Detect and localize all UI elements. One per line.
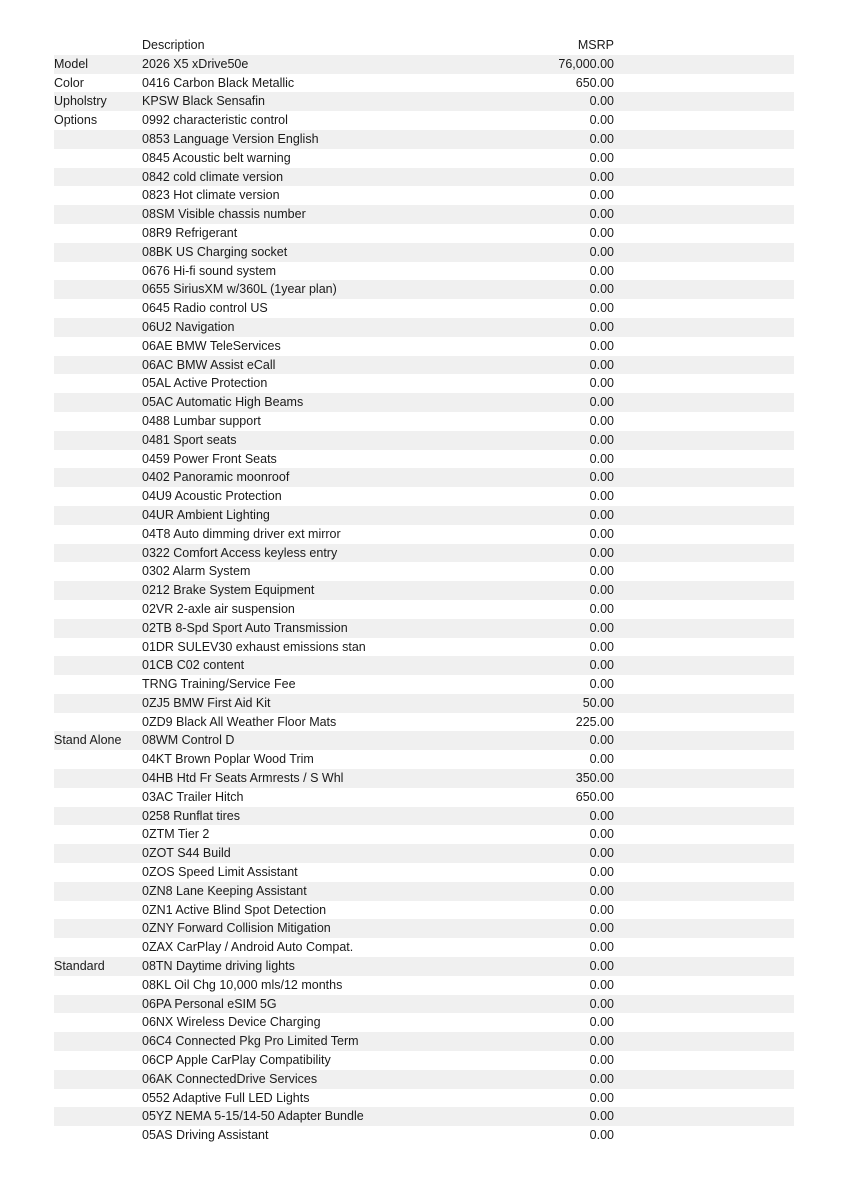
row-msrp: 0.00 xyxy=(494,186,614,205)
row-description: 0ZN8 Lane Keeping Assistant xyxy=(142,882,494,901)
row-category xyxy=(54,675,142,694)
table-row xyxy=(54,262,794,281)
table-row xyxy=(54,976,794,995)
row-spacer xyxy=(614,74,794,93)
row-msrp: 0.00 xyxy=(494,600,614,619)
table-row xyxy=(54,938,794,957)
row-msrp: 0.00 xyxy=(494,638,614,657)
table-header-row xyxy=(54,36,794,55)
table-row xyxy=(54,656,794,675)
row-category xyxy=(54,788,142,807)
row-category xyxy=(54,1013,142,1032)
row-category xyxy=(54,280,142,299)
table-row xyxy=(54,581,794,600)
row-msrp: 0.00 xyxy=(494,111,614,130)
row-msrp: 0.00 xyxy=(494,168,614,187)
row-spacer xyxy=(614,168,794,187)
row-category xyxy=(54,468,142,487)
row-msrp: 0.00 xyxy=(494,1107,614,1126)
row-msrp: 0.00 xyxy=(494,863,614,882)
row-spacer xyxy=(614,656,794,675)
row-msrp: 0.00 xyxy=(494,487,614,506)
row-description: 04HB Htd Fr Seats Armrests / S Whl xyxy=(142,769,494,788)
row-category: Upholstry xyxy=(54,92,142,111)
row-description: 06CP Apple CarPlay Compatibility xyxy=(142,1051,494,1070)
row-category xyxy=(54,412,142,431)
row-description: 01CB C02 content xyxy=(142,656,494,675)
row-msrp: 0.00 xyxy=(494,374,614,393)
row-spacer xyxy=(614,111,794,130)
table-row xyxy=(54,1070,794,1089)
row-description: 0ZOS Speed Limit Assistant xyxy=(142,863,494,882)
row-msrp: 0.00 xyxy=(494,976,614,995)
column-header-msrp: MSRP xyxy=(577,38,614,52)
row-description: 0416 Carbon Black Metallic xyxy=(142,74,494,93)
row-description: 08R9 Refrigerant xyxy=(142,224,494,243)
row-category xyxy=(54,638,142,657)
table-row xyxy=(54,731,794,750)
table-row xyxy=(54,957,794,976)
row-category xyxy=(54,431,142,450)
table-row xyxy=(54,318,794,337)
table-row xyxy=(54,600,794,619)
row-category xyxy=(54,1107,142,1126)
table-row xyxy=(54,544,794,563)
row-msrp: 0.00 xyxy=(494,919,614,938)
row-spacer xyxy=(614,318,794,337)
row-description: 0552 Adaptive Full LED Lights xyxy=(142,1089,494,1108)
row-category: Options xyxy=(54,111,142,130)
row-description: 0992 characteristic control xyxy=(142,111,494,130)
row-spacer xyxy=(614,1070,794,1089)
row-description: 08WM Control D xyxy=(142,731,494,750)
row-category xyxy=(54,356,142,375)
row-msrp: 0.00 xyxy=(494,205,614,224)
row-spacer xyxy=(614,938,794,957)
table-row xyxy=(54,450,794,469)
row-description: 08SM Visible chassis number xyxy=(142,205,494,224)
row-category xyxy=(54,825,142,844)
table-row xyxy=(54,243,794,262)
table-row xyxy=(54,337,794,356)
row-category xyxy=(54,919,142,938)
row-description: 06U2 Navigation xyxy=(142,318,494,337)
row-category xyxy=(54,656,142,675)
table-row xyxy=(54,1126,794,1145)
row-spacer xyxy=(614,844,794,863)
row-category: Color xyxy=(54,74,142,93)
table-row xyxy=(54,468,794,487)
row-description: 0645 Radio control US xyxy=(142,299,494,318)
row-msrp: 0.00 xyxy=(494,581,614,600)
table-row xyxy=(54,487,794,506)
row-spacer xyxy=(614,525,794,544)
table-row xyxy=(54,825,794,844)
row-spacer xyxy=(614,562,794,581)
row-spacer xyxy=(614,995,794,1014)
row-msrp: 0.00 xyxy=(494,562,614,581)
row-spacer xyxy=(614,544,794,563)
row-spacer xyxy=(614,130,794,149)
row-description: 03AC Trailer Hitch xyxy=(142,788,494,807)
row-spacer xyxy=(614,280,794,299)
row-msrp: 0.00 xyxy=(494,149,614,168)
row-spacer xyxy=(614,92,794,111)
row-description: 0481 Sport seats xyxy=(142,431,494,450)
row-spacer xyxy=(614,337,794,356)
table-row xyxy=(54,1107,794,1126)
row-msrp: 0.00 xyxy=(494,844,614,863)
row-description: 04U9 Acoustic Protection xyxy=(142,487,494,506)
row-msrp: 650.00 xyxy=(494,788,614,807)
row-msrp: 0.00 xyxy=(494,619,614,638)
table-row xyxy=(54,299,794,318)
table-row xyxy=(54,224,794,243)
row-msrp: 0.00 xyxy=(494,92,614,111)
row-msrp: 0.00 xyxy=(494,1013,614,1032)
row-description: TRNG Training/Service Fee xyxy=(142,675,494,694)
row-category xyxy=(54,713,142,732)
table-row xyxy=(54,1051,794,1070)
row-category xyxy=(54,769,142,788)
row-category xyxy=(54,393,142,412)
table-row xyxy=(54,92,794,111)
table-row xyxy=(54,1032,794,1051)
row-msrp: 0.00 xyxy=(494,318,614,337)
row-spacer xyxy=(614,55,794,74)
row-spacer xyxy=(614,825,794,844)
row-description: 05AS Driving Assistant xyxy=(142,1126,494,1145)
vehicle-spec-table xyxy=(54,36,794,1145)
table-row xyxy=(54,675,794,694)
row-spacer xyxy=(614,1032,794,1051)
table-row xyxy=(54,1013,794,1032)
row-description: 0488 Lumbar support xyxy=(142,412,494,431)
table-row xyxy=(54,562,794,581)
row-msrp: 0.00 xyxy=(494,656,614,675)
row-description: 06NX Wireless Device Charging xyxy=(142,1013,494,1032)
row-category xyxy=(54,337,142,356)
row-description: 02VR 2-axle air suspension xyxy=(142,600,494,619)
table-row xyxy=(54,168,794,187)
table-row xyxy=(54,74,794,93)
row-category xyxy=(54,581,142,600)
row-description: 0655 SiriusXM w/360L (1year plan) xyxy=(142,280,494,299)
row-spacer xyxy=(614,675,794,694)
row-msrp: 0.00 xyxy=(494,731,614,750)
row-description: 04KT Brown Poplar Wood Trim xyxy=(142,750,494,769)
table-row xyxy=(54,750,794,769)
row-spacer xyxy=(614,374,794,393)
table-row xyxy=(54,882,794,901)
row-description: 0ZAX CarPlay / Android Auto Compat. xyxy=(142,938,494,957)
row-msrp: 0.00 xyxy=(494,280,614,299)
row-category xyxy=(54,487,142,506)
table-row xyxy=(54,919,794,938)
row-msrp: 0.00 xyxy=(494,957,614,976)
row-description: 01DR SULEV30 exhaust emissions stan xyxy=(142,638,494,657)
row-msrp: 0.00 xyxy=(494,675,614,694)
row-msrp: 0.00 xyxy=(494,337,614,356)
row-spacer xyxy=(614,619,794,638)
row-category xyxy=(54,1070,142,1089)
table-row xyxy=(54,638,794,657)
table-row xyxy=(54,844,794,863)
row-msrp: 350.00 xyxy=(494,769,614,788)
row-spacer xyxy=(614,1051,794,1070)
row-description: 0842 cold climate version xyxy=(142,168,494,187)
table-row xyxy=(54,807,794,826)
row-description: 0212 Brake System Equipment xyxy=(142,581,494,600)
table-row xyxy=(54,506,794,525)
table-row xyxy=(54,280,794,299)
row-spacer xyxy=(614,788,794,807)
row-category xyxy=(54,525,142,544)
row-category xyxy=(54,318,142,337)
row-description: 05AL Active Protection xyxy=(142,374,494,393)
row-category xyxy=(54,562,142,581)
row-category xyxy=(54,1051,142,1070)
row-description: 06AC BMW Assist eCall xyxy=(142,356,494,375)
row-spacer xyxy=(614,205,794,224)
row-spacer xyxy=(614,393,794,412)
row-category xyxy=(54,807,142,826)
row-description: 02TB 8-Spd Sport Auto Transmission xyxy=(142,619,494,638)
row-description: 0853 Language Version English xyxy=(142,130,494,149)
row-description: 0302 Alarm System xyxy=(142,562,494,581)
row-category xyxy=(54,882,142,901)
table-row xyxy=(54,111,794,130)
row-msrp: 0.00 xyxy=(494,882,614,901)
row-category xyxy=(54,1089,142,1108)
table-row xyxy=(54,619,794,638)
row-msrp: 0.00 xyxy=(494,807,614,826)
row-category xyxy=(54,694,142,713)
row-description: 0ZTM Tier 2 xyxy=(142,825,494,844)
row-msrp: 0.00 xyxy=(494,450,614,469)
row-description: 0ZOT S44 Build xyxy=(142,844,494,863)
row-msrp: 0.00 xyxy=(494,1089,614,1108)
row-description: 0ZJ5 BMW First Aid Kit xyxy=(142,694,494,713)
row-category xyxy=(54,1032,142,1051)
table-body xyxy=(54,55,794,1145)
row-description: 0258 Runflat tires xyxy=(142,807,494,826)
row-spacer xyxy=(614,638,794,657)
table-row xyxy=(54,863,794,882)
row-category xyxy=(54,619,142,638)
row-description: KPSW Black Sensafin xyxy=(142,92,494,111)
table-row xyxy=(54,130,794,149)
row-spacer xyxy=(614,976,794,995)
row-description: 05YZ NEMA 5-15/14-50 Adapter Bundle xyxy=(142,1107,494,1126)
row-spacer xyxy=(614,262,794,281)
row-description: 0823 Hot climate version xyxy=(142,186,494,205)
column-header-category xyxy=(54,36,142,55)
row-msrp: 0.00 xyxy=(494,393,614,412)
row-spacer xyxy=(614,600,794,619)
row-description: 06AK ConnectedDrive Services xyxy=(142,1070,494,1089)
row-spacer xyxy=(614,713,794,732)
row-msrp: 0.00 xyxy=(494,1126,614,1145)
row-msrp: 0.00 xyxy=(494,468,614,487)
row-category xyxy=(54,1126,142,1145)
row-description: 05AC Automatic High Beams xyxy=(142,393,494,412)
row-msrp: 50.00 xyxy=(494,694,614,713)
row-description: 08KL Oil Chg 10,000 mls/12 months xyxy=(142,976,494,995)
row-spacer xyxy=(614,224,794,243)
row-msrp: 0.00 xyxy=(494,1051,614,1070)
row-spacer xyxy=(614,186,794,205)
row-category: Stand Alone xyxy=(54,731,142,750)
row-spacer xyxy=(614,750,794,769)
row-category xyxy=(54,863,142,882)
row-spacer xyxy=(614,412,794,431)
row-description: 0ZD9 Black All Weather Floor Mats xyxy=(142,713,494,732)
row-spacer xyxy=(614,431,794,450)
row-msrp: 0.00 xyxy=(494,938,614,957)
row-spacer xyxy=(614,1013,794,1032)
row-spacer xyxy=(614,468,794,487)
row-msrp: 0.00 xyxy=(494,243,614,262)
row-spacer xyxy=(614,807,794,826)
row-category xyxy=(54,976,142,995)
table-row xyxy=(54,393,794,412)
row-spacer xyxy=(614,299,794,318)
row-msrp: 76,000.00 xyxy=(494,55,614,74)
row-category xyxy=(54,243,142,262)
row-spacer xyxy=(614,919,794,938)
row-spacer xyxy=(614,487,794,506)
row-category: Model xyxy=(54,55,142,74)
row-msrp: 0.00 xyxy=(494,1070,614,1089)
row-description: 04UR Ambient Lighting xyxy=(142,506,494,525)
table-row xyxy=(54,901,794,920)
row-category xyxy=(54,149,142,168)
row-category xyxy=(54,224,142,243)
row-category xyxy=(54,374,142,393)
row-description: 06AE BMW TeleServices xyxy=(142,337,494,356)
row-category xyxy=(54,844,142,863)
row-msrp: 0.00 xyxy=(494,262,614,281)
row-spacer xyxy=(614,863,794,882)
table-row xyxy=(54,412,794,431)
row-description: 08BK US Charging socket xyxy=(142,243,494,262)
row-category xyxy=(54,938,142,957)
table-row xyxy=(54,525,794,544)
column-header-description: Description xyxy=(142,38,205,52)
row-msrp: 0.00 xyxy=(494,412,614,431)
row-category: Standard xyxy=(54,957,142,976)
row-category xyxy=(54,995,142,1014)
row-msrp: 0.00 xyxy=(494,356,614,375)
column-header-spacer xyxy=(614,36,794,55)
row-msrp: 650.00 xyxy=(494,74,614,93)
row-description: 08TN Daytime driving lights xyxy=(142,957,494,976)
row-spacer xyxy=(614,1126,794,1145)
row-msrp: 0.00 xyxy=(494,825,614,844)
table-row xyxy=(54,149,794,168)
table-row xyxy=(54,769,794,788)
table-row xyxy=(54,374,794,393)
row-msrp: 0.00 xyxy=(494,506,614,525)
row-msrp: 0.00 xyxy=(494,1032,614,1051)
row-msrp: 0.00 xyxy=(494,525,614,544)
row-msrp: 225.00 xyxy=(494,713,614,732)
table-row xyxy=(54,1089,794,1108)
row-msrp: 0.00 xyxy=(494,431,614,450)
row-msrp: 0.00 xyxy=(494,995,614,1014)
row-spacer xyxy=(614,731,794,750)
row-description: 0845 Acoustic belt warning xyxy=(142,149,494,168)
row-category xyxy=(54,262,142,281)
table-row xyxy=(54,713,794,732)
row-category xyxy=(54,450,142,469)
table-row xyxy=(54,55,794,74)
table-row xyxy=(54,431,794,450)
table-row xyxy=(54,186,794,205)
row-category xyxy=(54,901,142,920)
row-category xyxy=(54,168,142,187)
table-row xyxy=(54,205,794,224)
row-spacer xyxy=(614,581,794,600)
row-spacer xyxy=(614,506,794,525)
row-category xyxy=(54,205,142,224)
row-spacer xyxy=(614,243,794,262)
row-category xyxy=(54,544,142,563)
row-msrp: 0.00 xyxy=(494,299,614,318)
row-category xyxy=(54,186,142,205)
row-category xyxy=(54,130,142,149)
table-header xyxy=(54,36,794,55)
row-description: 0402 Panoramic moonroof xyxy=(142,468,494,487)
row-spacer xyxy=(614,450,794,469)
row-spacer xyxy=(614,1107,794,1126)
row-spacer xyxy=(614,901,794,920)
table-row xyxy=(54,995,794,1014)
row-spacer xyxy=(614,356,794,375)
row-msrp: 0.00 xyxy=(494,130,614,149)
row-description: 06C4 Connected Pkg Pro Limited Term xyxy=(142,1032,494,1051)
row-msrp: 0.00 xyxy=(494,901,614,920)
table-row xyxy=(54,356,794,375)
row-msrp: 0.00 xyxy=(494,224,614,243)
row-description: 0459 Power Front Seats xyxy=(142,450,494,469)
row-spacer xyxy=(614,149,794,168)
row-category xyxy=(54,299,142,318)
row-spacer xyxy=(614,694,794,713)
row-spacer xyxy=(614,957,794,976)
row-description: 0322 Comfort Access keyless entry xyxy=(142,544,494,563)
row-description: 0676 Hi-fi sound system xyxy=(142,262,494,281)
row-description: 06PA Personal eSIM 5G xyxy=(142,995,494,1014)
row-description: 0ZN1 Active Blind Spot Detection xyxy=(142,901,494,920)
row-description: 0ZNY Forward Collision Mitigation xyxy=(142,919,494,938)
row-category xyxy=(54,600,142,619)
table-row xyxy=(54,788,794,807)
row-msrp: 0.00 xyxy=(494,750,614,769)
row-description: 2026 X5 xDrive50e xyxy=(142,55,494,74)
row-msrp: 0.00 xyxy=(494,544,614,563)
row-category xyxy=(54,750,142,769)
row-spacer xyxy=(614,882,794,901)
row-category xyxy=(54,506,142,525)
table-row xyxy=(54,694,794,713)
row-spacer xyxy=(614,769,794,788)
row-spacer xyxy=(614,1089,794,1108)
row-description: 04T8 Auto dimming driver ext mirror xyxy=(142,525,494,544)
